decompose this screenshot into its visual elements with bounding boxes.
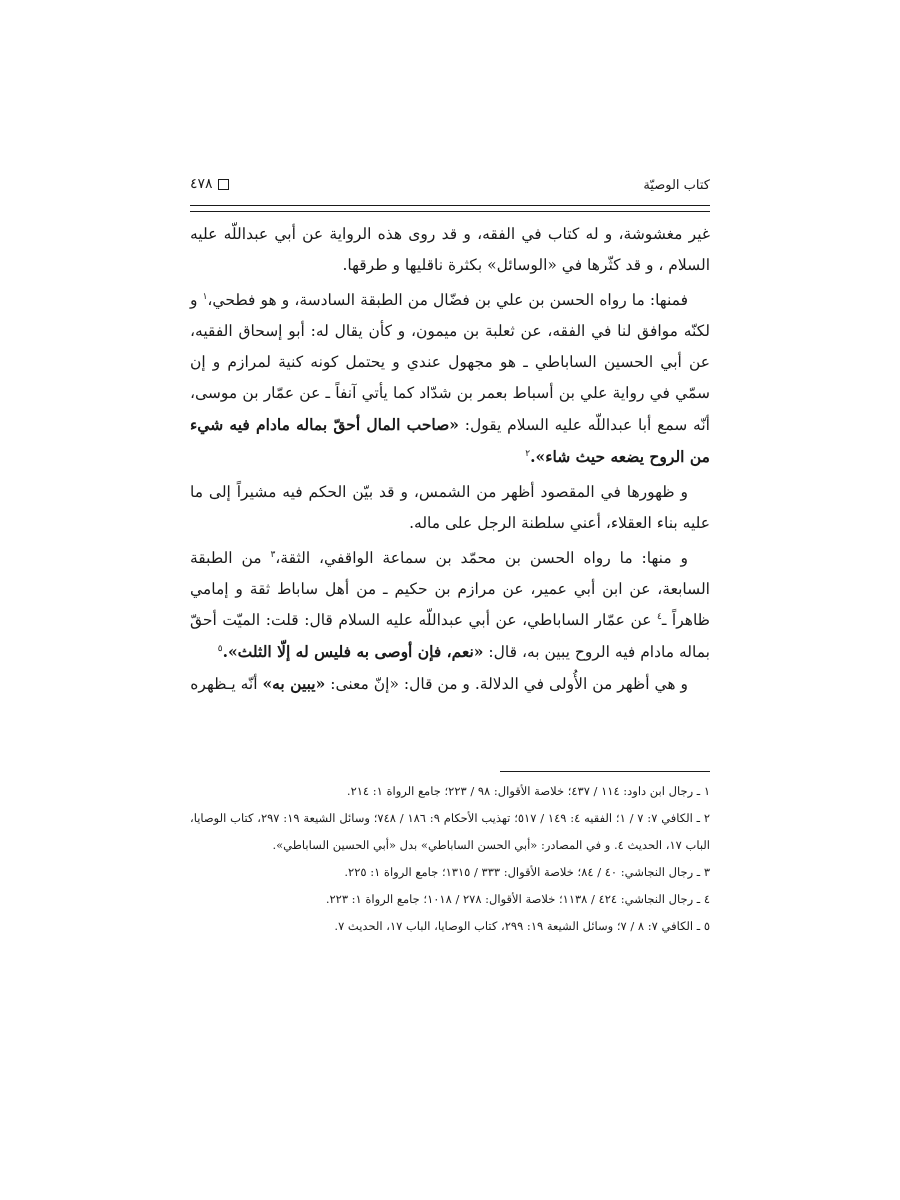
paragraph-3: و ظهورها في المقصود أظهر من الشمس، و قد بيّن الحكم فيه مشيراً إلى ما عليه بناء العقلاء، أعني سلطنة الرجل على ماله. xyxy=(190,483,710,532)
paragraph-2 xyxy=(190,285,710,473)
paragraph-4 xyxy=(190,543,710,668)
paragraph-5-text-a: و هي أظهر من الأُولى في الدلالة. و من قال: «إنّ معنى: xyxy=(325,675,688,693)
footnote-1: ١ ـ رجال ابن داود: ١١٤ / ٤٣٧؛ خلاصة الأقوال: ٩٨ / ٢٢٣؛ جامع الرواة ١: ٢١٤. xyxy=(346,784,710,798)
footnote-3: ٣ ـ رجال النجاشي: ٤٠ / ٨٤؛ خلاصة الأقوال: ٣٣٣ / ١٣١٥؛ جامع الرواة ١: ٢٢٥. xyxy=(344,865,710,879)
paragraph-2-text-a: فمنها: ما رواه الحسن بن علي بن فضّال من الطبقة السادسة، و هو فطحي، xyxy=(207,291,688,309)
footnote-separator xyxy=(500,771,710,772)
square-marker-icon xyxy=(218,179,229,190)
footnote-5: ٥ ـ الكافي ٧: ٨ / ٧؛ وسائل الشيعة ١٩: ٢٩٩، كتاب الوصايا، الباب ١٧، الحديث ٧. xyxy=(334,919,710,933)
footnote-2: ٢ ـ الكافي ٧: ٧ / ١؛ الفقيه ٤: ١٤٩ / ٥١٧؛ تهذيب الأحكام ٩: ١٨٦ / ٧٤٨؛ وسائل الشيعة ١٩: ٢٩٧، كتاب الوصايا، الباب ١٧، الحديث ٤. و في المصادر: «أبي الحسن الساباطي» بدل «أبي الحسين الساباطي». xyxy=(190,811,711,852)
paragraph-5-text-b: أنّه يـظهره xyxy=(190,675,263,693)
running-header xyxy=(190,176,710,200)
main-text xyxy=(190,219,710,700)
footnotes xyxy=(190,778,710,940)
page-number xyxy=(190,176,229,192)
footnote-ref-5[interactable]: ٥ xyxy=(217,643,223,654)
paragraph-1: غير مغشوشة، و له كتاب في الفقه، و قد روى هذه الرواية عن أبي عبداللّه عليه السلام ، و قد كثّرها في «الوسائل» بكثرة ناقليها و طرقها. xyxy=(190,225,710,274)
footnote-ref-3[interactable]: ٣ xyxy=(270,549,276,560)
header-double-rule xyxy=(190,205,710,212)
paragraph-2-text-b: و لكنّه موافق لنا في الفقه، عن ثعلبة بن ميمون، و كأن يقال له: أبو إسحاق الفقيه، عن أبي الحسين الساباطي ـ هو مجهول عندي و يحتمل كونه كنية لمرازم و إن سمّي في رواية علي بن أسباط بعمر بن شدّاد كما يأتي آنفاً ـ عن عمّار بن موسى، أنّه سمع أبا عبداللّه عليه السلام يقول: xyxy=(190,291,710,434)
hadith-quote-3: «يبين به» xyxy=(262,674,326,693)
footnote-ref-4[interactable]: ٤ xyxy=(657,611,662,622)
page-number-text: ٤٧٨ xyxy=(190,176,213,192)
footnote-ref-2[interactable]: ٢ xyxy=(525,448,531,459)
paragraph-4-text-c: عن عمّار الساباطي، عن أبي عبداللّه عليه السلام قال: قلت: الميّت أحقّ بماله مادام فيه الروح يبين به، قال: xyxy=(190,611,710,661)
paragraph-4-text-b: من الطبقة السابعة، عن ابن أبي عمير، عن مرازم بن حكيم ـ من أهل ساباط ثقة و إمامي ظاهراً ـ xyxy=(190,549,711,629)
footnote-4: ٤ ـ رجال النجاشي: ٤٢٤ / ١١٣٨؛ خلاصة الأقوال: ٢٧٨ / ١٠١٨؛ جامع الرواة ١: ٢٢٣. xyxy=(325,892,710,906)
paragraph-5 xyxy=(190,668,710,700)
book-title: كتاب الوصيّة xyxy=(643,178,710,193)
hadith-quote-2: «نعم، فإن أوصى به فليس له إلّا الثلث». xyxy=(222,642,484,661)
paragraph-4-text-a: و منها: ما رواه الحسن بن محمّد بن سماعة الواقفي، الثقة، xyxy=(275,549,688,567)
footnote-ref-1[interactable]: ١ xyxy=(202,291,208,302)
hadith-quote-1: «صاحب المال أحقّ بماله مادام فيه شيء من الروح يضعه حيث شاء». xyxy=(190,415,710,466)
